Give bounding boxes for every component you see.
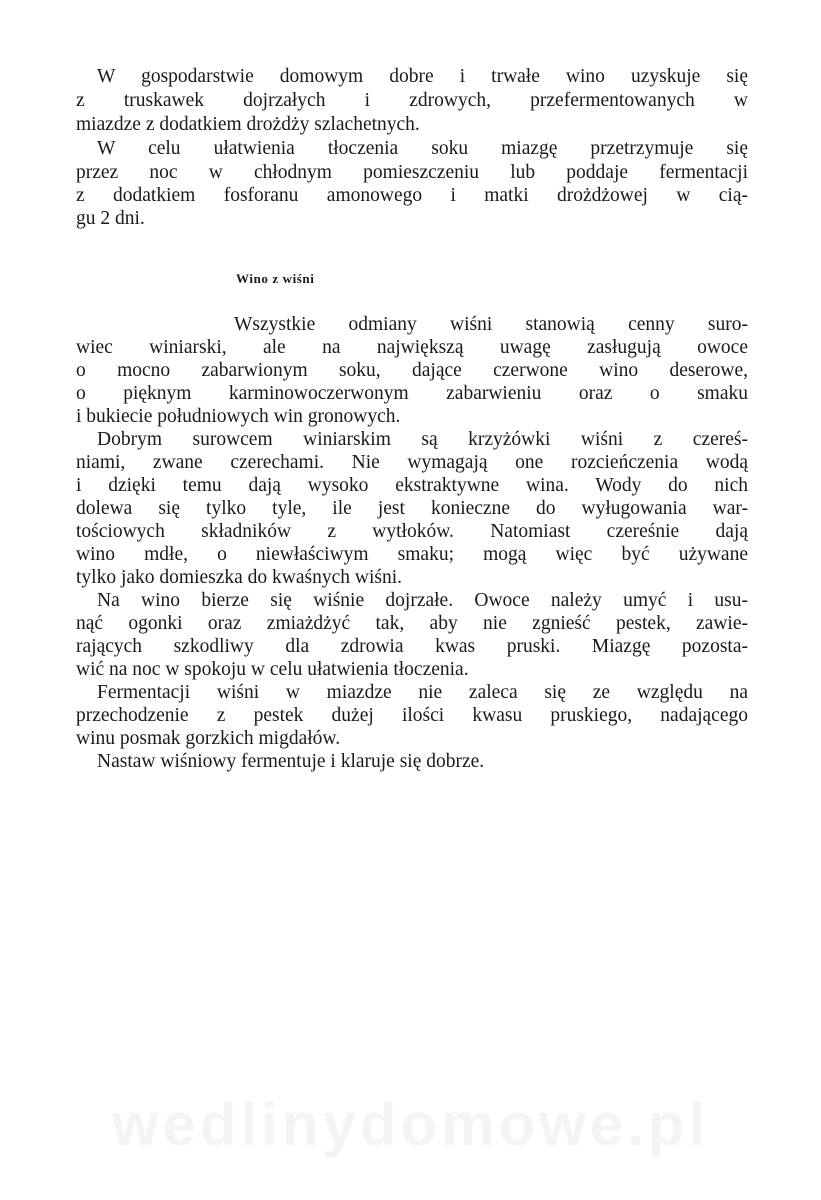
text-line: nąć ogonki oraz zmiażdżyć tak, aby nie zgnieść pestek, zawie- xyxy=(76,613,748,634)
text-line: niami, zwane czerechami. Nie wymagają one rozcieńczenia wodą xyxy=(76,452,748,473)
text-line: przechodzenie z pestek dużej ilości kwasu pruskiego, nadającego xyxy=(76,705,748,726)
text-line: Dobrym surowcem winiarskim są krzyżówki wiśni z czereś- xyxy=(97,429,748,450)
text-line: miazdze z dodatkiem drożdży szlachetnych. xyxy=(76,114,420,135)
text-line: wino mdłe, o niewłaściwym smaku; mogą więc być używane xyxy=(76,544,748,565)
text-line: Na wino bierze się wiśnie dojrzałe. Owoce należy umyć i usu- xyxy=(97,590,748,611)
text-line: dolewa się tylko tyle, ile jest konieczne do wyługowania war- xyxy=(76,498,748,519)
text-line: z dodatkiem fosforanu amonowego i matki drożdżowej w cią- xyxy=(76,185,748,206)
section-heading: Wino z wiśni xyxy=(236,271,315,286)
text-line: wiec winiarski, ale na największą uwagę zasługują owoce xyxy=(76,337,748,358)
text-line: winu posmak gorzkich migdałów. xyxy=(76,728,341,749)
text-line: W gospodarstwie domowym dobre i trwałe wino uzyskuje się xyxy=(97,66,748,87)
text-line: o mocno zabarwionym soku, dające czerwone wino deserowe, xyxy=(76,360,748,381)
text-line: tościowych składników z wytłoków. Natomiast czereśnie dają xyxy=(76,521,748,542)
text-line: W celu ułatwienia tłoczenia soku miazgę przetrzymuje się xyxy=(97,138,748,159)
text-line: wić na noc w spokoju w celu ułatwienia tłoczenia. xyxy=(76,659,469,680)
text-line: przez noc w chłodnym pomieszczeniu lub poddaje fermentacji xyxy=(76,162,748,183)
text-line: i bukiecie południowych win gronowych. xyxy=(76,406,401,427)
text-line: Wszystkie odmiany wiśni stanowią cenny suro- xyxy=(234,314,748,335)
text-line: z truskawek dojrzałych i zdrowych, przefermentowanych w xyxy=(76,90,748,111)
text-line: i dzięki temu dają wysoko ekstraktywne wina. Wody do nich xyxy=(76,475,748,496)
watermark: wedlinydomowe.pl xyxy=(111,1091,710,1158)
text-line: Nastaw wiśniowy fermentuje i klaruje się dobrze. xyxy=(97,751,485,772)
text-line: o pięknym karminowoczerwonym zabarwieniu oraz o smaku xyxy=(76,383,748,404)
text-line: tylko jako domieszka do kwaśnych wiśni. xyxy=(76,567,403,588)
text-line: gu 2 dni. xyxy=(76,208,145,229)
text-line: Fermentacji wiśni w miazdze nie zaleca się ze względu na xyxy=(97,682,748,703)
text-line: rających szkodliwy dla zdrowia kwas pruski. Miazgę pozosta- xyxy=(76,636,748,657)
